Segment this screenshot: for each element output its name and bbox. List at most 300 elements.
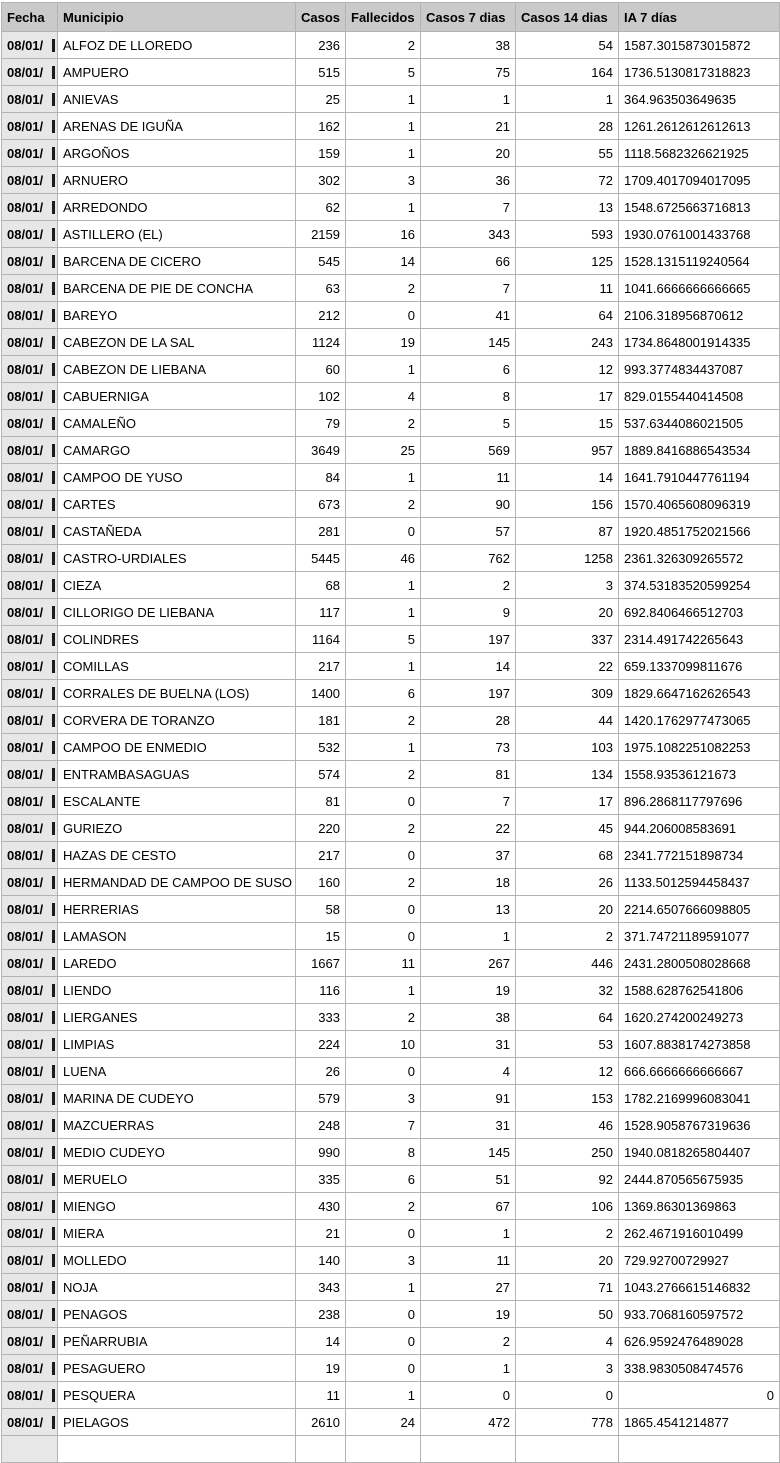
table-row (2, 1382, 780, 1409)
ia7-cell: 666.6666666666667 (619, 1058, 780, 1085)
table-row (2, 356, 780, 383)
casos14-cell: 46 (516, 1112, 619, 1139)
ia7-cell: 338.9830508474576 (619, 1355, 780, 1382)
fecha-cell (2, 140, 58, 167)
ia7-cell: 692.8406466512703 (619, 599, 780, 626)
fallecidos-cell: 2 (346, 707, 421, 734)
fecha-value: 08/01/ (7, 1144, 44, 1160)
fecha-cell (2, 869, 58, 896)
clipped-text-fragment (52, 309, 55, 322)
ia7-cell: 1620.274200249273 (619, 1004, 780, 1031)
municipio-cell: ENTRAMBASAGUAS (58, 761, 296, 788)
casos7-cell: 90 (421, 491, 516, 518)
table-row (2, 383, 780, 410)
ia7-cell: 1736.5130817318823 (619, 59, 780, 86)
casos-cell: 19 (296, 1355, 346, 1382)
fecha-cell (2, 680, 58, 707)
fallecidos-cell: 2 (346, 32, 421, 59)
fecha-cell (2, 1301, 58, 1328)
casos7-cell: 91 (421, 1085, 516, 1112)
municipio-cell: COMILLAS (58, 653, 296, 680)
fallecidos-cell: 6 (346, 680, 421, 707)
fallecidos-cell: 1 (346, 977, 421, 1004)
municipio-cell: AMPUERO (58, 59, 296, 86)
fecha-cell (2, 1112, 58, 1139)
table-row (2, 275, 780, 302)
fecha-cell (2, 1220, 58, 1247)
casos14-cell: 3 (516, 1355, 619, 1382)
ia7-cell: 1558.93536121673 (619, 761, 780, 788)
casos7-cell: 569 (421, 437, 516, 464)
ia7-cell: 829.0155440414508 (619, 383, 780, 410)
fecha-cell (2, 437, 58, 464)
casos14-cell: 32 (516, 977, 619, 1004)
table-row (2, 1301, 780, 1328)
table-row (2, 1112, 780, 1139)
casos14-cell: 17 (516, 788, 619, 815)
clipped-text-fragment (52, 903, 55, 916)
clipped-text-fragment (52, 687, 55, 700)
ia7-cell: 2444.870565675935 (619, 1166, 780, 1193)
casos-cell: 673 (296, 491, 346, 518)
casos-cell: 224 (296, 1031, 346, 1058)
clipped-text-fragment (52, 1173, 55, 1186)
table-row (2, 1274, 780, 1301)
ia7-cell: 371.74721189591077 (619, 923, 780, 950)
casos-cell: 162 (296, 113, 346, 140)
fecha-value: 08/01/ (7, 199, 44, 215)
fecha-value: 08/01/ (7, 280, 44, 296)
casos-cell: 21 (296, 1220, 346, 1247)
table-row (2, 491, 780, 518)
fallecidos-cell: 1 (346, 86, 421, 113)
municipio-cell: ALFOZ DE LLOREDO (58, 32, 296, 59)
casos-cell: 1400 (296, 680, 346, 707)
table-row (2, 1058, 780, 1085)
fecha-cell (2, 653, 58, 680)
casos-cell: 60 (296, 356, 346, 383)
ia7-cell: 262.4671916010499 (619, 1220, 780, 1247)
fallecidos-cell: 2 (346, 275, 421, 302)
fecha-value: 08/01/ (7, 550, 44, 566)
fecha-cell (2, 32, 58, 59)
fecha-value: 08/01/ (7, 1198, 44, 1214)
table-row (2, 1031, 780, 1058)
fecha-cell (2, 167, 58, 194)
casos14-cell: 28 (516, 113, 619, 140)
table-row (2, 113, 780, 140)
column-header-casos14: Casos 14 dias (516, 3, 619, 32)
casos14-cell: 22 (516, 653, 619, 680)
fecha-value: 08/01/ (7, 1090, 44, 1106)
fecha-cell (2, 599, 58, 626)
municipio-cell: CAMPOO DE YUSO (58, 464, 296, 491)
fecha-value: 08/01/ (7, 739, 44, 755)
casos14-cell: 243 (516, 329, 619, 356)
fallecidos-cell: 1 (346, 653, 421, 680)
clipped-text-fragment (52, 1254, 55, 1267)
casos14-cell: 957 (516, 437, 619, 464)
clipped-text-fragment (52, 390, 55, 403)
clipped-text-fragment (52, 1308, 55, 1321)
casos7-cell: 41 (421, 302, 516, 329)
fecha-value: 08/01/ (7, 1279, 44, 1295)
casos14-cell: 337 (516, 626, 619, 653)
ia7-cell: 1709.4017094017095 (619, 167, 780, 194)
casos7-cell: 1 (421, 86, 516, 113)
casos7-cell: 145 (421, 329, 516, 356)
casos7-cell: 38 (421, 32, 516, 59)
ia7-cell: 1782.2169996083041 (619, 1085, 780, 1112)
ia7-cell: 2431.2800508028668 (619, 950, 780, 977)
fecha-value: 08/01/ (7, 820, 44, 836)
casos7-cell: 31 (421, 1112, 516, 1139)
casos-cell: 79 (296, 410, 346, 437)
fecha-cell (2, 1274, 58, 1301)
casos14-cell: 106 (516, 1193, 619, 1220)
casos-cell: 2610 (296, 1409, 346, 1436)
table-row (2, 86, 780, 113)
table-row (2, 1409, 780, 1436)
fallecidos-cell: 1 (346, 734, 421, 761)
fecha-cell (2, 1355, 58, 1382)
municipio-cell (58, 1436, 296, 1463)
fecha-cell (2, 572, 58, 599)
fecha-cell (2, 113, 58, 140)
casos14-cell: 45 (516, 815, 619, 842)
casos-cell: 220 (296, 815, 346, 842)
municipio-cell: ESCALANTE (58, 788, 296, 815)
fecha-value: 08/01/ (7, 658, 44, 674)
ia7-cell: 1570.4065608096319 (619, 491, 780, 518)
fallecidos-cell: 0 (346, 1301, 421, 1328)
clipped-text-fragment (52, 1146, 55, 1159)
casos7-cell: 267 (421, 950, 516, 977)
casos7-cell: 9 (421, 599, 516, 626)
municipio-cell: CASTRO-URDIALES (58, 545, 296, 572)
municipio-cell: ARNUERO (58, 167, 296, 194)
ia7-cell: 1528.9058767319636 (619, 1112, 780, 1139)
table-row (2, 626, 780, 653)
casos7-cell: 7 (421, 194, 516, 221)
casos-cell: 62 (296, 194, 346, 221)
column-header-casos7: Casos 7 dias (421, 3, 516, 32)
fecha-cell (2, 1193, 58, 1220)
fecha-cell (2, 410, 58, 437)
ia7-cell: 2361.326309265572 (619, 545, 780, 572)
casos-cell: 58 (296, 896, 346, 923)
fecha-cell (2, 1166, 58, 1193)
fecha-value: 08/01/ (7, 64, 44, 80)
clipped-text-fragment (52, 1092, 55, 1105)
fallecidos-cell: 4 (346, 383, 421, 410)
fecha-value: 08/01/ (7, 982, 44, 998)
casos14-cell: 71 (516, 1274, 619, 1301)
municipio-cell: CARTES (58, 491, 296, 518)
fecha-value: 08/01/ (7, 361, 44, 377)
table-row (2, 464, 780, 491)
casos14-cell: 309 (516, 680, 619, 707)
ia7-cell: 2214.6507666098805 (619, 896, 780, 923)
table-row (2, 248, 780, 275)
casos7-cell: 19 (421, 977, 516, 1004)
municipio-cell: BARCENA DE CICERO (58, 248, 296, 275)
casos7-cell: 81 (421, 761, 516, 788)
casos-cell: 160 (296, 869, 346, 896)
table-row (2, 194, 780, 221)
ia7-cell: 1734.8648001914335 (619, 329, 780, 356)
casos7-cell: 343 (421, 221, 516, 248)
casos14-cell: 50 (516, 1301, 619, 1328)
fallecidos-cell: 6 (346, 1166, 421, 1193)
casos-cell: 11 (296, 1382, 346, 1409)
fecha-value: 08/01/ (7, 1252, 44, 1268)
municipio-cell: LAREDO (58, 950, 296, 977)
casos-cell: 333 (296, 1004, 346, 1031)
table-row (2, 572, 780, 599)
casos7-cell: 37 (421, 842, 516, 869)
fecha-cell (2, 1031, 58, 1058)
fecha-value: 08/01/ (7, 1009, 44, 1025)
clipped-text-fragment (52, 255, 55, 268)
fecha-value: 08/01/ (7, 577, 44, 593)
municipio-cell: ASTILLERO (EL) (58, 221, 296, 248)
table-row (2, 950, 780, 977)
casos-cell: 3649 (296, 437, 346, 464)
fecha-cell (2, 1247, 58, 1274)
fecha-cell (2, 1382, 58, 1409)
table-row (2, 707, 780, 734)
fallecidos-cell: 16 (346, 221, 421, 248)
casos7-cell: 1 (421, 923, 516, 950)
clipped-text-fragment (52, 66, 55, 79)
casos7-cell: 11 (421, 1247, 516, 1274)
table-row (2, 437, 780, 464)
ia7-cell: 993.3774834437087 (619, 356, 780, 383)
casos7-cell: 5 (421, 410, 516, 437)
casos7-cell: 2 (421, 572, 516, 599)
clipped-text-fragment (52, 552, 55, 565)
casos14-cell: 53 (516, 1031, 619, 1058)
casos-cell: 117 (296, 599, 346, 626)
ia7-cell (619, 1436, 780, 1463)
casos7-cell: 4 (421, 1058, 516, 1085)
casos-cell: 5445 (296, 545, 346, 572)
municipio-cell: ANIEVAS (58, 86, 296, 113)
clipped-text-fragment (52, 444, 55, 457)
ia7-cell: 1587.3015873015872 (619, 32, 780, 59)
fecha-cell (2, 1436, 58, 1463)
table-row (2, 761, 780, 788)
fallecidos-cell: 0 (346, 302, 421, 329)
municipio-cell: MOLLEDO (58, 1247, 296, 1274)
municipio-cell: MAZCUERRAS (58, 1112, 296, 1139)
fecha-value: 08/01/ (7, 145, 44, 161)
casos7-cell (421, 1436, 516, 1463)
fallecidos-cell: 2 (346, 761, 421, 788)
fecha-value: 08/01/ (7, 1036, 44, 1052)
fecha-value: 08/01/ (7, 901, 44, 917)
ia7-cell: 2341.772151898734 (619, 842, 780, 869)
clipped-text-fragment (52, 822, 55, 835)
fecha-value: 08/01/ (7, 334, 44, 350)
casos-cell: 343 (296, 1274, 346, 1301)
casos14-cell: 153 (516, 1085, 619, 1112)
casos7-cell: 75 (421, 59, 516, 86)
casos14-cell: 87 (516, 518, 619, 545)
municipio-cell: PEÑARRUBIA (58, 1328, 296, 1355)
fallecidos-cell: 2 (346, 491, 421, 518)
ia7-cell: 1369.86301369863 (619, 1193, 780, 1220)
clipped-text-fragment (52, 336, 55, 349)
clipped-text-fragment (52, 201, 55, 214)
table-row (2, 1328, 780, 1355)
clipped-text-fragment (52, 579, 55, 592)
table-row (2, 1247, 780, 1274)
fecha-cell (2, 842, 58, 869)
ia7-cell: 1607.8838174273858 (619, 1031, 780, 1058)
fallecidos-cell: 2 (346, 1004, 421, 1031)
casos14-cell: 55 (516, 140, 619, 167)
fecha-cell (2, 302, 58, 329)
casos-cell: 84 (296, 464, 346, 491)
fallecidos-cell: 1 (346, 464, 421, 491)
casos7-cell: 6 (421, 356, 516, 383)
fallecidos-cell: 7 (346, 1112, 421, 1139)
fallecidos-cell: 25 (346, 437, 421, 464)
casos7-cell: 67 (421, 1193, 516, 1220)
clipped-text-fragment (52, 120, 55, 133)
casos-cell: 217 (296, 842, 346, 869)
table-row (2, 329, 780, 356)
casos14-cell: 26 (516, 869, 619, 896)
table-row (2, 734, 780, 761)
ia7-cell: 626.9592476489028 (619, 1328, 780, 1355)
fecha-value: 08/01/ (7, 523, 44, 539)
fecha-cell (2, 1004, 58, 1031)
clipped-text-fragment (52, 363, 55, 376)
fecha-value: 08/01/ (7, 847, 44, 863)
fallecidos-cell: 0 (346, 1220, 421, 1247)
casos7-cell: 197 (421, 626, 516, 653)
clipped-text-fragment (52, 282, 55, 295)
header-row (2, 3, 780, 32)
casos14-cell: 11 (516, 275, 619, 302)
fallecidos-cell (346, 1436, 421, 1463)
casos7-cell: 2 (421, 1328, 516, 1355)
table-row (2, 302, 780, 329)
table-row (2, 59, 780, 86)
casos14-cell: 20 (516, 1247, 619, 1274)
municipio-cell: ARREDONDO (58, 194, 296, 221)
fallecidos-cell: 0 (346, 788, 421, 815)
ia7-cell: 1865.4541214877 (619, 1409, 780, 1436)
casos14-cell: 156 (516, 491, 619, 518)
fecha-cell (2, 383, 58, 410)
municipio-cell: LIENDO (58, 977, 296, 1004)
casos7-cell: 762 (421, 545, 516, 572)
clipped-text-fragment (52, 228, 55, 241)
column-header-casos: Casos (296, 3, 346, 32)
table-row (2, 518, 780, 545)
casos14-cell: 778 (516, 1409, 619, 1436)
casos14-cell: 103 (516, 734, 619, 761)
casos7-cell: 31 (421, 1031, 516, 1058)
ia7-cell: 1041.6666666666665 (619, 275, 780, 302)
table-row (2, 869, 780, 896)
casos14-cell: 1 (516, 86, 619, 113)
casos-cell: 335 (296, 1166, 346, 1193)
clipped-text-fragment (52, 930, 55, 943)
table-row (2, 788, 780, 815)
fecha-value: 08/01/ (7, 415, 44, 431)
ia7-cell: 933.7068160597572 (619, 1301, 780, 1328)
casos7-cell: 21 (421, 113, 516, 140)
table-row (2, 140, 780, 167)
casos7-cell: 472 (421, 1409, 516, 1436)
casos-cell: 430 (296, 1193, 346, 1220)
clipped-text-fragment (52, 660, 55, 673)
fecha-value: 08/01/ (7, 442, 44, 458)
fecha-cell (2, 1139, 58, 1166)
fecha-cell (2, 1409, 58, 1436)
clipped-text-fragment (52, 795, 55, 808)
ia7-cell: 1043.2766615146832 (619, 1274, 780, 1301)
ia7-cell: 1528.1315119240564 (619, 248, 780, 275)
fecha-cell (2, 86, 58, 113)
fallecidos-cell: 1 (346, 140, 421, 167)
fallecidos-cell: 5 (346, 626, 421, 653)
column-header-fecha: Fecha (2, 3, 58, 32)
casos14-cell: 54 (516, 32, 619, 59)
fecha-cell (2, 923, 58, 950)
casos-cell: 159 (296, 140, 346, 167)
fallecidos-cell: 1 (346, 1274, 421, 1301)
ia7-cell: 537.6344086021505 (619, 410, 780, 437)
casos7-cell: 73 (421, 734, 516, 761)
ia7-cell: 1420.1762977473065 (619, 707, 780, 734)
casos-cell: 81 (296, 788, 346, 815)
ia7-cell: 364.963503649635 (619, 86, 780, 113)
casos7-cell: 28 (421, 707, 516, 734)
casos7-cell: 8 (421, 383, 516, 410)
fecha-cell (2, 194, 58, 221)
municipio-cell: CAMARGO (58, 437, 296, 464)
casos-cell: 2159 (296, 221, 346, 248)
table-row (2, 1004, 780, 1031)
clipped-text-fragment (52, 417, 55, 430)
fecha-value: 08/01/ (7, 604, 44, 620)
casos14-cell: 446 (516, 950, 619, 977)
ia7-cell: 659.1337099811676 (619, 653, 780, 680)
clipped-text-fragment (52, 471, 55, 484)
ia7-cell: 1133.5012594458437 (619, 869, 780, 896)
casos-cell: 532 (296, 734, 346, 761)
casos14-cell: 17 (516, 383, 619, 410)
table-row (2, 221, 780, 248)
table-row (2, 1220, 780, 1247)
clipped-text-fragment (52, 93, 55, 106)
fecha-value: 08/01/ (7, 118, 44, 134)
casos14-cell: 125 (516, 248, 619, 275)
casos7-cell: 11 (421, 464, 516, 491)
clipped-text-fragment (52, 1416, 55, 1429)
fecha-value: 08/01/ (7, 685, 44, 701)
municipio-cell: CIEZA (58, 572, 296, 599)
ia7-cell: 944.206008583691 (619, 815, 780, 842)
fecha-value: 08/01/ (7, 496, 44, 512)
fecha-cell (2, 221, 58, 248)
